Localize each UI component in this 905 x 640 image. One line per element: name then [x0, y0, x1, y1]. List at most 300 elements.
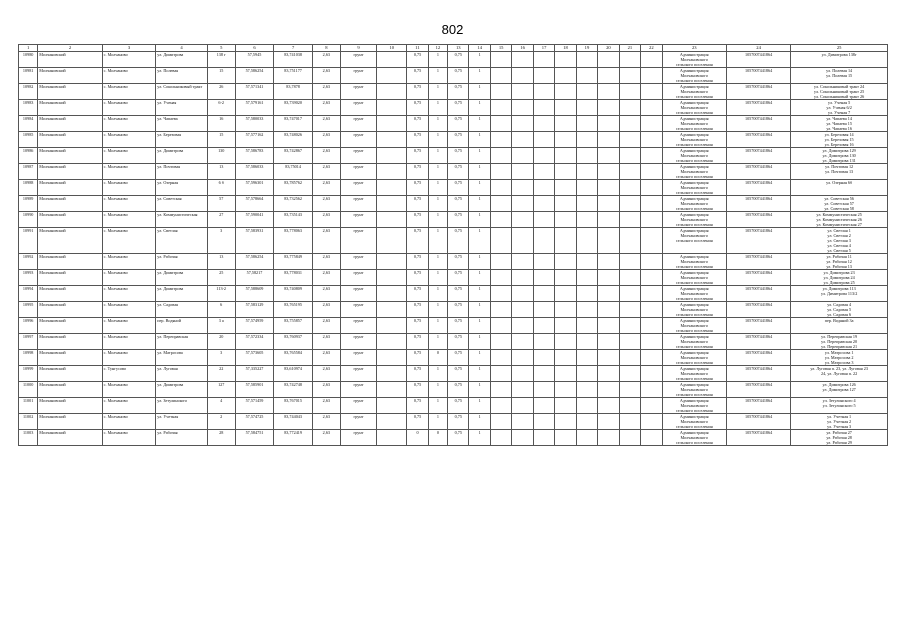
cell-empty: [619, 52, 640, 68]
table-header-row: [19, 45, 888, 52]
cell-longitude: 83,742867: [274, 148, 313, 164]
cell-latitude: 57,573605: [235, 350, 274, 366]
cell-addresses-line: ул. Садовая 5: [827, 307, 852, 312]
cell-organization: [662, 196, 726, 212]
cell-empty: [533, 302, 554, 318]
cell-house: 20: [207, 334, 235, 350]
cell-locality: с. Молчаново: [102, 180, 156, 196]
cell-empty: [598, 366, 619, 382]
cell-organization-line: сельского поселения: [675, 158, 713, 163]
cell-house: 2: [207, 414, 235, 430]
table-row: [19, 334, 888, 350]
cell-empty: [576, 228, 597, 254]
cell-id: 10992: [19, 254, 38, 270]
cell-empty: [512, 228, 533, 254]
cell-empty: [490, 68, 511, 84]
cell-surface: грунт: [340, 52, 376, 68]
cell-ogrn: 1057007441864: [726, 302, 790, 318]
cell-street: ул. Ученая: [156, 100, 207, 116]
cell-addresses-line: ул. Матросова 1: [824, 350, 854, 355]
cell-addresses: [791, 228, 888, 254]
cell-addresses-line: ул. Коммунистическая 26: [816, 217, 862, 222]
cell-surface: грунт: [340, 84, 376, 100]
cell-empty: [576, 318, 597, 334]
cell-empty: [377, 318, 407, 334]
cell-col-13: 0,75: [448, 180, 469, 196]
cell-empty: [619, 132, 640, 148]
cell-empty: [555, 212, 576, 228]
cell-empty: [598, 212, 619, 228]
cell-organization-line: Молчановского: [680, 121, 708, 126]
cell-street: пер. Водяной: [156, 318, 207, 334]
cell-id: 10997: [19, 334, 38, 350]
cell-area: 2,63: [312, 286, 340, 302]
cell-col-12: 1: [428, 212, 447, 228]
cell-empty: [555, 430, 576, 446]
cell-col-11: 0,75: [407, 302, 428, 318]
cell-col-14: 1: [469, 132, 490, 148]
cell-organization-line: Молчановского: [680, 185, 708, 190]
cell-addresses-line: ул. Рабочая 28: [826, 435, 852, 440]
cell-organization-line: Администрация: [679, 350, 709, 355]
cell-empty: [490, 180, 511, 196]
cell-empty: [619, 254, 640, 270]
cell-addresses-line: ул. Димитрова 127: [822, 387, 856, 392]
cell-col-11: 0,75: [407, 132, 428, 148]
cell-col-11: 0,75: [407, 366, 428, 382]
table-row: [19, 196, 888, 212]
cell-empty: [377, 100, 407, 116]
cell-addresses-line: ул. Сокольниковый тракт 25: [814, 89, 865, 94]
cell-organization: [662, 254, 726, 270]
cell-empty: [619, 196, 640, 212]
cell-surface: грунт: [340, 100, 376, 116]
cell-house: 28: [207, 430, 235, 446]
cell-empty: [377, 382, 407, 398]
cell-addresses: [791, 302, 888, 318]
cell-empty: [598, 84, 619, 100]
cell-col-11: 0,75: [407, 68, 428, 84]
cell-organization-line: сельского поселения: [675, 206, 713, 211]
table-row: [19, 366, 888, 382]
page-number: 802: [441, 22, 464, 37]
cell-longitude: 83,732562: [274, 196, 313, 212]
cell-id: 10998: [19, 350, 38, 366]
cell-surface: грунт: [340, 180, 376, 196]
cell-surface: грунт: [340, 398, 376, 414]
cell-organization-line: Администрация: [679, 196, 709, 201]
cell-col-14: 1: [469, 116, 490, 132]
cell-area: 2,63: [312, 254, 340, 270]
cell-district: Молчановский: [38, 52, 102, 68]
cell-empty: [619, 68, 640, 84]
cell-house: 13: [207, 164, 235, 180]
cell-organization-line: Администрация: [679, 430, 709, 435]
cell-empty: [555, 84, 576, 100]
cell-addresses-line: ул. Димитрова 129: [822, 148, 856, 153]
cell-empty: [619, 430, 640, 446]
cell-empty: [619, 228, 640, 254]
cell-longitude: 83,739020: [274, 100, 313, 116]
cell-id: 10988: [19, 180, 38, 196]
cell-empty: [619, 366, 640, 382]
cell-empty: [377, 334, 407, 350]
cell-ogrn: 1057007441864: [726, 414, 790, 430]
cell-organization-line: Молчановского: [680, 153, 708, 158]
cell-addresses-line: ул. Димитрова 25: [823, 280, 855, 285]
cell-col-14: 1: [469, 414, 490, 430]
cell-empty: [641, 148, 662, 164]
cell-col-11: 0,75: [407, 228, 428, 254]
cell-addresses-line: ул. Садовая 6: [827, 312, 852, 317]
cell-empty: [555, 196, 576, 212]
cell-empty: [490, 366, 511, 382]
cell-surface: грунт: [340, 196, 376, 212]
cell-empty: [490, 164, 511, 180]
cell-addresses: [791, 196, 888, 212]
cell-empty: [512, 212, 533, 228]
cell-district: Молчановский: [38, 132, 102, 148]
cell-empty: [377, 164, 407, 180]
cell-organization-line: сельского поселения: [675, 280, 713, 285]
cell-district: Молчановский: [38, 116, 102, 132]
cell-empty: [576, 100, 597, 116]
cell-organization-line: Молчановского: [680, 371, 708, 376]
cell-empty: [512, 148, 533, 164]
cell-organization-line: Администрация: [679, 132, 709, 137]
cell-locality: с. Молчаново: [102, 302, 156, 318]
cell-empty: [641, 164, 662, 180]
cell-street: ул. Димитрова: [156, 148, 207, 164]
cell-addresses-line: ул. Чапаева 14: [826, 116, 852, 121]
cell-col-12: 1: [428, 398, 447, 414]
cell-ogrn: 1057007441864: [726, 318, 790, 334]
cell-col-13: 0,75: [448, 414, 469, 430]
cell-latitude: 57,586783: [235, 148, 274, 164]
cell-empty: [598, 68, 619, 84]
cell-id: 10994: [19, 286, 38, 302]
cell-street: ул. Светлая: [156, 228, 207, 254]
cell-organization-line: Администрация: [679, 84, 709, 89]
cell-col-14: 1: [469, 382, 490, 398]
cell-empty: [576, 334, 597, 350]
cell-empty: [576, 196, 597, 212]
cell-organization-line: сельского поселения: [675, 296, 713, 301]
cell-empty: [512, 430, 533, 446]
cell-addresses-line: ул. Светлая 1: [827, 228, 851, 233]
cell-empty: [377, 302, 407, 318]
cell-empty: [641, 180, 662, 196]
cell-empty: [641, 334, 662, 350]
cell-street: ул. Полевая: [156, 68, 207, 84]
cell-organization-line: Молчановского: [680, 169, 708, 174]
cell-street: ул. Озерная: [156, 180, 207, 196]
cell-col-11: 0,75: [407, 196, 428, 212]
cell-house: 3 а: [207, 318, 235, 334]
column-header: 10: [377, 45, 407, 52]
cell-empty: [533, 382, 554, 398]
cell-organization: [662, 398, 726, 414]
cell-col-12: 1: [428, 100, 447, 116]
cell-addresses-line: ул. Березовая 15: [824, 137, 854, 142]
cell-area: 2,63: [312, 180, 340, 196]
table-row: [19, 254, 888, 270]
cell-latitude: 57,571341: [235, 84, 274, 100]
cell-empty: [598, 334, 619, 350]
cell-empty: [533, 68, 554, 84]
cell-addresses-line: ул. Советская 57: [824, 201, 854, 206]
cell-empty: [490, 254, 511, 270]
cell-id: 10981: [19, 68, 38, 84]
cell-organization-line: Молчановского: [680, 73, 708, 78]
cell-empty: [641, 270, 662, 286]
column-header: 25: [791, 45, 888, 52]
cell-empty: [555, 398, 576, 414]
cell-organization: [662, 116, 726, 132]
table-row: [19, 148, 888, 164]
cell-organization-line: сельского поселения: [675, 190, 713, 195]
cell-longitude: 83,785762: [274, 180, 313, 196]
cell-col-14: 1: [469, 148, 490, 164]
cell-organization-line: Администрация: [679, 116, 709, 121]
cell-area: 2,63: [312, 398, 340, 414]
cell-id: 10996: [19, 318, 38, 334]
cell-addresses: [791, 164, 888, 180]
cell-street: ул. Коммунистическая: [156, 212, 207, 228]
cell-empty: [490, 382, 511, 398]
cell-addresses: [791, 84, 888, 100]
cell-surface: грунт: [340, 430, 376, 446]
cell-organization: [662, 52, 726, 68]
cell-latitude: 57,588609: [235, 286, 274, 302]
cell-area: 2,63: [312, 196, 340, 212]
table-row: [19, 286, 888, 302]
cell-latitude: 57,586254: [235, 254, 274, 270]
cell-empty: [533, 180, 554, 196]
cell-organization-line: сельского поселения: [675, 62, 713, 67]
cell-ogrn: 1057007441864: [726, 398, 790, 414]
cell-locality: с. Молчаново: [102, 414, 156, 430]
cell-organization-line: Молчановского: [680, 403, 708, 408]
cell-empty: [512, 398, 533, 414]
cell-longitude: 83,751177: [274, 68, 313, 84]
column-header: 4: [156, 45, 207, 52]
cell-ogrn: 1057007441864: [726, 100, 790, 116]
cell-empty: [576, 148, 597, 164]
cell-locality: с. Молчаново: [102, 382, 156, 398]
table-row: [19, 84, 888, 100]
cell-empty: [576, 132, 597, 148]
cell-empty: [533, 100, 554, 116]
cell-organization-line: Администрация: [679, 164, 709, 169]
cell-col-13: 0,75: [448, 366, 469, 382]
cell-col-11: 0,75: [407, 334, 428, 350]
cell-longitude: 83,740809: [274, 286, 313, 302]
cell-ogrn: 1057007441864: [726, 382, 790, 398]
cell-area: 2,63: [312, 382, 340, 398]
cell-organization-line: Администрация: [679, 180, 709, 185]
cell-empty: [619, 382, 640, 398]
cell-area: 2,63: [312, 430, 340, 446]
cell-col-11: 0,75: [407, 254, 428, 270]
cell-empty: [533, 286, 554, 302]
cell-col-13: 0,75: [448, 84, 469, 100]
cell-col-12: 0: [428, 430, 447, 446]
cell-addresses-line: ул. Советская 56: [824, 196, 854, 201]
cell-locality: с. Молчаново: [102, 52, 156, 68]
cell-empty: [555, 164, 576, 180]
cell-locality: с. Молчаново: [102, 286, 156, 302]
cell-locality: с. Молчаново: [102, 164, 156, 180]
cell-empty: [641, 350, 662, 366]
cell-locality: с. Молчаново: [102, 84, 156, 100]
column-header: 14: [469, 45, 490, 52]
cell-empty: [512, 132, 533, 148]
cell-addresses: [791, 318, 888, 334]
cell-empty: [533, 196, 554, 212]
table-row: [19, 270, 888, 286]
cell-col-13: 0,75: [448, 52, 469, 68]
cell-empty: [576, 68, 597, 84]
cell-area: 2,63: [312, 132, 340, 148]
cell-organization: [662, 318, 726, 334]
cell-district: Молчановский: [38, 270, 102, 286]
cell-organization-line: Молчановского: [680, 259, 708, 264]
cell-organization-line: Администрация: [679, 52, 709, 57]
cell-district: Молчановский: [38, 68, 102, 84]
cell-empty: [641, 382, 662, 398]
cell-organization-line: Молчановского: [680, 275, 708, 280]
cell-district: Молчановский: [38, 350, 102, 366]
cell-col-13: 0,75: [448, 196, 469, 212]
cell-empty: [377, 286, 407, 302]
registry-table: [18, 44, 888, 446]
cell-empty: [512, 350, 533, 366]
cell-organization-line: Администрация: [679, 228, 709, 233]
cell-area: 2,63: [312, 228, 340, 254]
column-header: 20: [598, 45, 619, 52]
cell-area: 2,63: [312, 366, 340, 382]
cell-empty: [490, 334, 511, 350]
cell-longitude: 83,7878: [274, 84, 313, 100]
cell-organization-line: сельского поселения: [675, 408, 713, 413]
cell-house: 6-2: [207, 100, 235, 116]
cell-col-11: 0,75: [407, 164, 428, 180]
table-row: [19, 212, 888, 228]
cell-empty: [619, 286, 640, 302]
cell-col-14: 1: [469, 84, 490, 100]
cell-col-12: 1: [428, 254, 447, 270]
cell-col-13: 0,75: [448, 132, 469, 148]
cell-col-13: 0,75: [448, 228, 469, 254]
cell-col-13: 0,75: [448, 164, 469, 180]
cell-addresses-line: ул. Учетная 1: [827, 414, 852, 419]
column-header: 24: [726, 45, 790, 52]
cell-empty: [555, 254, 576, 270]
cell-empty: [576, 382, 597, 398]
cell-col-12: 1: [428, 196, 447, 212]
column-header: 17: [533, 45, 554, 52]
cell-col-14: 1: [469, 180, 490, 196]
cell-addresses-line: ул. Чапаева 16: [826, 126, 852, 131]
column-header: 7: [274, 45, 313, 52]
cell-empty: [533, 116, 554, 132]
cell-district: Молчановский: [38, 180, 102, 196]
cell-empty: [533, 270, 554, 286]
cell-empty: [641, 228, 662, 254]
cell-addresses-line: ул. Ученая 7: [828, 110, 851, 115]
column-header: 22: [641, 45, 662, 52]
cell-empty: [641, 318, 662, 334]
cell-organization-line: Молчановского: [680, 291, 708, 296]
cell-empty: [619, 100, 640, 116]
cell-empty: [641, 414, 662, 430]
cell-col-11: 0,75: [407, 52, 428, 68]
cell-col-14: 1: [469, 430, 490, 446]
cell-empty: [641, 52, 662, 68]
cell-empty: [619, 84, 640, 100]
cell-house: 4: [207, 398, 235, 414]
cell-empty: [598, 398, 619, 414]
cell-locality: с. Молчаново: [102, 148, 156, 164]
cell-col-13: 0,75: [448, 334, 469, 350]
cell-street: ул. Советская: [156, 196, 207, 212]
cell-addresses-line: ул. Матросова 2: [824, 355, 854, 360]
cell-empty: [598, 430, 619, 446]
cell-longitude: 83,755857: [274, 318, 313, 334]
cell-street: ул. Чапаева: [156, 116, 207, 132]
cell-empty: [555, 270, 576, 286]
cell-col-12: 1: [428, 366, 447, 382]
cell-empty: [512, 100, 533, 116]
table-row: [19, 116, 888, 132]
cell-addresses: [791, 430, 888, 446]
cell-empty: [619, 334, 640, 350]
cell-district: Молчановский: [38, 302, 102, 318]
cell-empty: [598, 318, 619, 334]
cell-latitude: 57,583129: [235, 302, 274, 318]
cell-street: ул. Димитрова: [156, 52, 207, 68]
cell-addresses-line: ул. Полевая 14: [826, 68, 853, 73]
cell-col-12: 0: [428, 350, 447, 366]
cell-organization-line: Администрация: [679, 366, 709, 371]
cell-street: ул. Почтовая: [156, 164, 207, 180]
cell-empty: [490, 196, 511, 212]
cell-addresses: [791, 148, 888, 164]
cell-col-13: 0,75: [448, 100, 469, 116]
cell-id: 10991: [19, 228, 38, 254]
cell-col-12: 1: [428, 68, 447, 84]
cell-longitude: 83,767015: [274, 398, 313, 414]
cell-empty: [533, 52, 554, 68]
column-header: 6: [235, 45, 274, 52]
cell-surface: грунт: [340, 366, 376, 382]
cell-longitude: 83,775849: [274, 254, 313, 270]
cell-area: 2,63: [312, 164, 340, 180]
cell-empty: [377, 196, 407, 212]
cell-latitude: 57,584751: [235, 430, 274, 446]
cell-ogrn: 1057007441864: [726, 84, 790, 100]
column-header: 15: [490, 45, 511, 52]
cell-empty: [576, 430, 597, 446]
cell-house: 13: [207, 254, 235, 270]
cell-house: 113-2: [207, 286, 235, 302]
cell-longitude: 83,744043: [274, 414, 313, 430]
cell-empty: [533, 334, 554, 350]
cell-empty: [598, 52, 619, 68]
cell-organization-line: Молчановского: [680, 105, 708, 110]
cell-surface: грунт: [340, 212, 376, 228]
